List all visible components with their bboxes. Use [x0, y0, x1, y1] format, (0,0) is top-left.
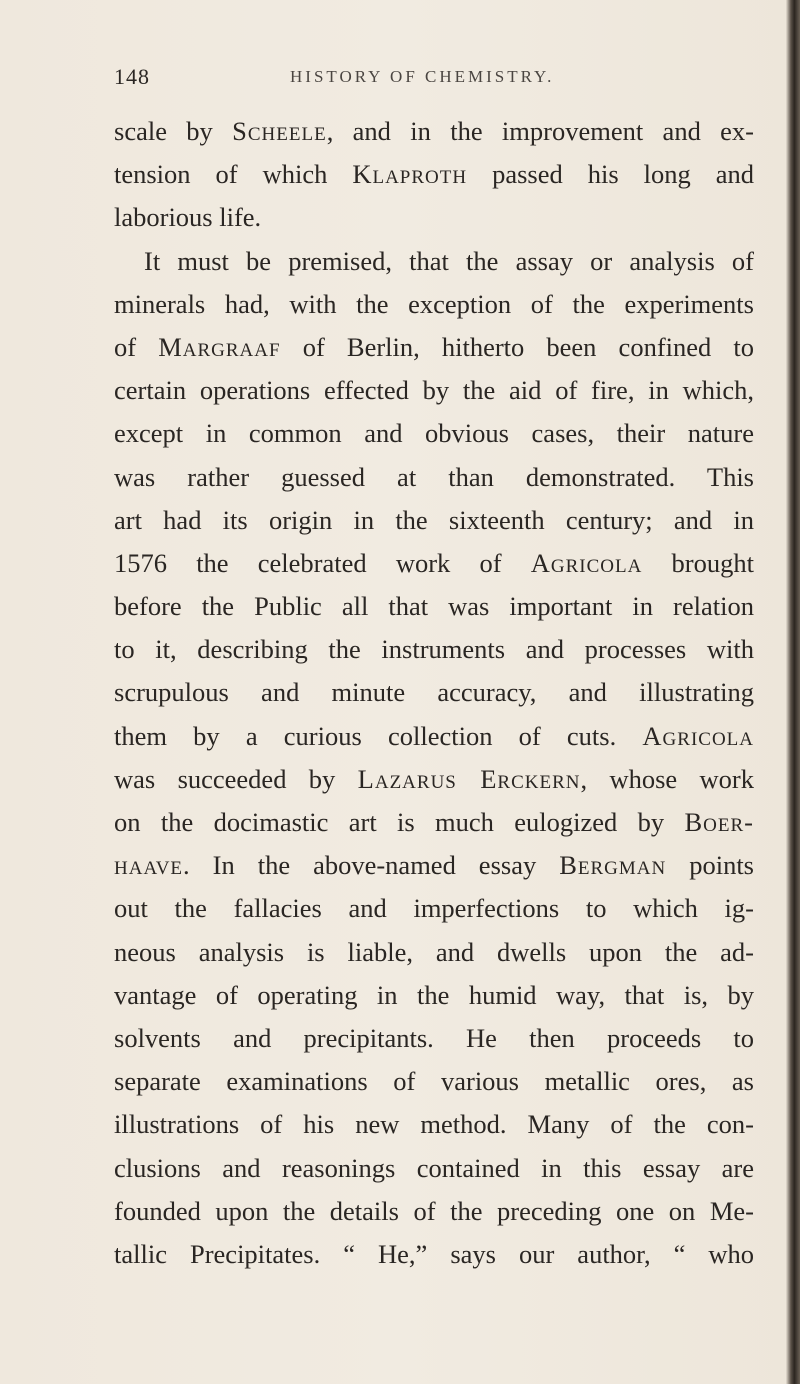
text-segment: scrupulous and minute accuracy, and illustrating — [114, 677, 754, 708]
text-line — [114, 1147, 754, 1190]
proper-name: Boer- — [684, 807, 754, 837]
text-segment: tension of which — [114, 159, 353, 190]
text-line — [114, 326, 754, 369]
text-line — [114, 628, 754, 671]
text-segment: certain operations effected by the aid of fire, in which, — [114, 375, 754, 406]
text-line — [114, 1103, 754, 1146]
text-segment: on the docimastic art is much eulogized by — [114, 807, 685, 837]
text-line — [114, 1190, 754, 1233]
proper-name: Klaproth — [352, 159, 468, 190]
text-segment: , whose work — [580, 763, 754, 794]
page-edge-shadow — [786, 0, 800, 1384]
text-line — [114, 456, 754, 499]
text-segment: points — [666, 850, 754, 881]
text-line — [114, 974, 754, 1017]
text-segment: solvents and precipitants. He then proceeds to — [114, 1022, 754, 1053]
text-line — [114, 931, 754, 974]
text-line — [114, 412, 754, 455]
text-line — [114, 585, 754, 628]
proper-name: Bergman — [559, 850, 667, 881]
text-segment: brought — [642, 547, 754, 578]
page-number: 148 — [114, 64, 150, 89]
text-segment: was succeeded by — [114, 763, 358, 794]
text-line — [114, 1060, 754, 1103]
text-segment: separate examinations of various metallic ores, as — [114, 1066, 754, 1097]
text-segment: was rather guessed at than demonstrated. This — [114, 461, 754, 492]
text-segment: neous analysis is liable, and dwells upon the ad- — [114, 936, 754, 967]
text-line — [114, 283, 754, 326]
text-segment: illustrations of his new method. Many of the con- — [114, 1109, 754, 1140]
text-segment: clusions and reasonings contained in this essay are — [114, 1152, 754, 1183]
text-line — [114, 196, 754, 239]
proper-name: Margraaf — [158, 331, 281, 362]
text-line — [114, 671, 754, 714]
text-segment: founded upon the details of the preceding one on Me- — [114, 1195, 754, 1226]
text-segment: art had its origin in the sixteenth century; and in — [114, 504, 754, 535]
text-line — [114, 758, 754, 801]
proper-name: Scheele — [232, 116, 327, 146]
text-line — [114, 153, 754, 196]
text-segment: scale by — [114, 116, 233, 146]
text-segment: passed his long and — [467, 159, 754, 190]
text-segment: It must be premised, that the assay or analysis of — [144, 245, 754, 276]
text-segment: them by a curious collection of cuts. — [114, 720, 643, 751]
text-segment: except in common and obvious cases, their nature — [114, 418, 754, 449]
text-line — [114, 887, 754, 930]
running-head: HISTORY OF CHEMISTRY. — [290, 67, 555, 86]
proper-name: Agricola — [530, 547, 643, 578]
text-line — [114, 1233, 754, 1276]
proper-name: haave — [114, 850, 184, 881]
text-line — [114, 1017, 754, 1060]
text-line — [114, 110, 754, 153]
text-line — [114, 240, 754, 283]
text-segment: tallic Precipitates. “ He,” says our author, “ who — [114, 1238, 754, 1269]
text-line — [114, 499, 754, 542]
text-line — [114, 844, 754, 887]
text-segment: . In the above-named essay — [183, 850, 560, 881]
text-segment: before the Public all that was important in relation — [114, 591, 754, 622]
body-text — [114, 110, 754, 1276]
text-line — [114, 715, 754, 758]
proper-name: Lazarus Erckern — [357, 763, 581, 794]
text-segment: vantage of operating in the humid way, that is, by — [114, 979, 754, 1010]
text-segment: of Berlin, hitherto been confined to — [280, 331, 754, 362]
text-segment: 1576 the celebrated work of — [114, 547, 531, 578]
text-segment: laborious life. — [114, 202, 262, 233]
text-segment: of — [114, 331, 159, 362]
text-segment: out the fallacies and imperfections to which ig- — [114, 893, 754, 924]
text-segment: minerals had, with the exception of the experiments — [114, 288, 754, 319]
text-segment: , and in the improvement and ex- — [326, 116, 754, 146]
text-segment: to it, describing the instruments and processes with — [114, 634, 754, 665]
text-line — [114, 801, 754, 844]
text-line — [114, 369, 754, 412]
text-line — [114, 542, 754, 585]
proper-name: Agricola — [642, 720, 754, 751]
page-header — [114, 64, 574, 92]
